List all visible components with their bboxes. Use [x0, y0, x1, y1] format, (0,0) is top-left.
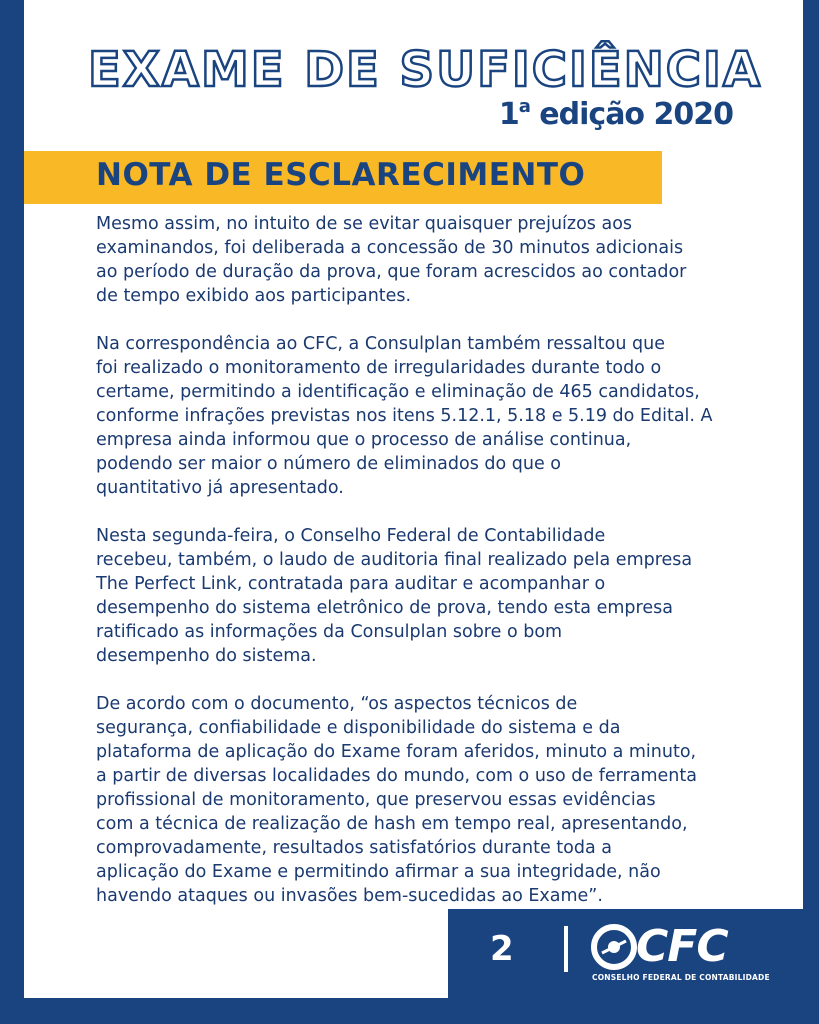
frame-right-bar: [803, 0, 819, 1024]
cfc-logo-subtitle: CONSELHO FEDERAL DE CONTABILIDADE: [592, 973, 770, 982]
banner-title: NOTA DE ESCLARECIMENTO: [96, 157, 586, 193]
edition-ordinal-suffix: a: [518, 96, 530, 117]
frame-left-bar: [0, 0, 24, 1024]
section-banner: [24, 151, 662, 204]
paragraph-4: De acordo com o documento, “os aspectos técnicos de segurança, confiabilidade e disponibilidade do sistema e da plataforma de aplicação do Exame foram aferidos, minuto a minuto, a partir de diversas localidades do mundo, com o uso de ferramenta profissional de monitoramento, que preservou essas evidências com a técnica de realização de hash em tempo real, apresentando, comprovadamente, resultados satisfatórios durante toda a aplicação do Exame e permitindo afirmar a sua integridade, não havendo ataques ou invasões bem-sucedidas ao Exame”.: [96, 694, 697, 906]
article-body: [96, 212, 756, 932]
cfc-logo-text: CFC: [636, 921, 728, 972]
edition-label: [499, 96, 733, 132]
paragraph-3: Nesta segunda-feira, o Conselho Federal de Contabilidade recebeu, também, o laudo de auditoria final realizado pela empresa The Perfect Link, contratada para auditar e acompanhar o desempenho do sistema eletrônico de prova, tendo esta empresa ratificado as informações da Consulplan sobre o bom desempenho do sistema.: [96, 526, 693, 666]
footer-divider: [564, 926, 568, 972]
edition-ordinal: 1: [498, 97, 519, 132]
exam-title: EXAME DE SUFICIÊNCIA: [88, 42, 763, 98]
edition-year: edição 2020: [529, 97, 733, 132]
paragraph-2: Na correspondência ao CFC, a Consulplan também ressaltou que foi realizado o monitoramento de irregularidades durante todo o certame, permitindo a identificação e eliminação de 465 candidatos, conforme infrações previstas nos itens 5.12.1, 5.18 e 5.19 do Edital. A empresa ainda informou que o processo de análise continua, podendo ser maior o número de eliminados do que o quantitativo já apresentado.: [96, 334, 713, 498]
page-number: 2: [490, 929, 514, 969]
paragraph-1: Mesmo assim, no intuito de se evitar quaisquer prejuízos aos examinandos, foi deliberada a concessão de 30 minutos adicionais ao período de duração da prova, que foram acrescidos ao contador de tempo exibido aos participantes.: [96, 214, 687, 306]
footer-box: [448, 909, 819, 1024]
cfc-logo-icon: [590, 923, 638, 971]
